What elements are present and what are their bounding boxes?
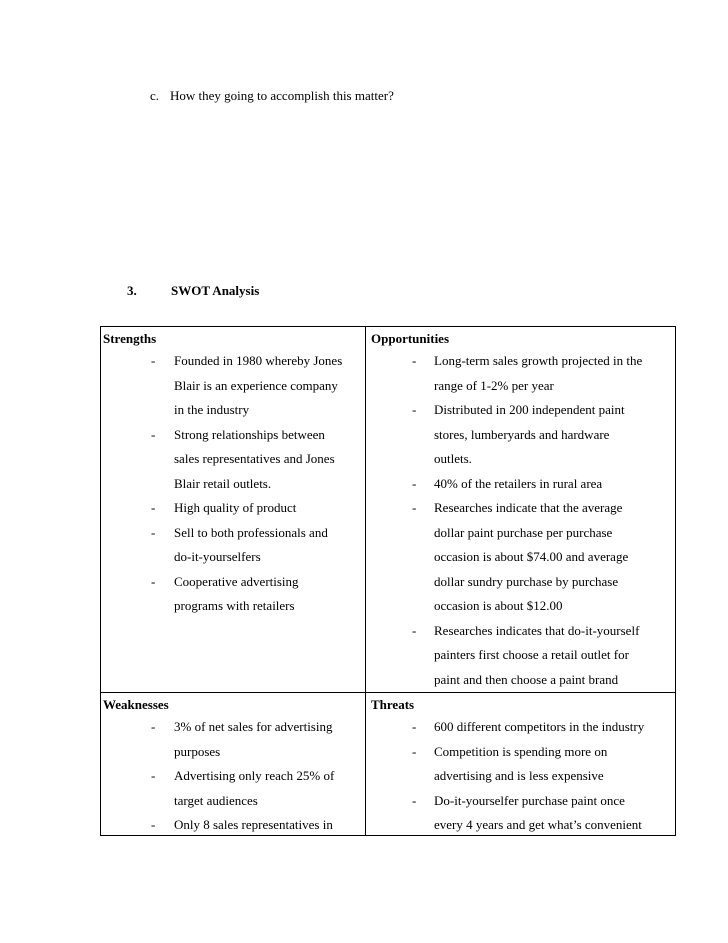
list-item-line: dollar paint purchase per purchase	[434, 524, 613, 540]
list-item	[103, 764, 365, 813]
list-item-line: Blair is an experience company	[174, 377, 338, 393]
list-item-line: occasion is about $12.00	[434, 598, 563, 613]
dash-bullet: -	[151, 500, 156, 515]
strengths-cell	[103, 327, 365, 619]
list-item	[103, 496, 365, 521]
opportunities-cell	[371, 327, 675, 692]
list-item-line: do-it-yourselfers	[174, 549, 261, 564]
list-item	[371, 398, 675, 472]
section-title: SWOT Analysis	[171, 283, 260, 298]
threats-title: Threats	[371, 697, 415, 712]
dash-bullet: -	[412, 622, 417, 638]
list-item-line: Competition is spending more on	[434, 743, 608, 759]
strengths-title: Strengths	[103, 331, 157, 346]
list-item	[371, 789, 675, 838]
list-item-line: Do-it-yourselfer purchase paint once	[434, 792, 625, 808]
list-item-line: Only 8 sales representatives in	[174, 817, 333, 832]
list-item-line: Advertising only reach 25% of	[174, 768, 335, 783]
list-item-line: 600 different competitors in the industry	[434, 719, 645, 734]
list-item-line: Cooperative advertising	[174, 573, 299, 589]
list-item	[371, 472, 675, 497]
question-item-c	[150, 88, 394, 104]
dash-bullet: -	[151, 817, 156, 832]
list-item	[103, 521, 365, 570]
list-item-line: sales representatives and Jones	[174, 451, 335, 466]
opportunities-title: Opportunities	[371, 331, 450, 346]
dash-bullet: -	[412, 353, 417, 368]
question-text: How they going to accomplish this matter?	[170, 88, 394, 103]
list-item	[371, 496, 675, 619]
dash-bullet: -	[151, 573, 156, 589]
list-item-line: Researches indicates that do-it-yourself	[434, 622, 640, 638]
threats-list	[371, 715, 675, 838]
list-item-line: every 4 years and get what’s convenient	[434, 817, 642, 832]
list-item	[371, 715, 675, 740]
list-item	[371, 740, 675, 789]
list-item	[103, 423, 365, 497]
dash-bullet: -	[151, 719, 156, 734]
list-item-line: Researches indicate that the average	[434, 500, 623, 515]
list-item-line: paint and then choose a paint brand	[434, 671, 619, 687]
list-item-line: purposes	[174, 743, 221, 759]
list-item	[103, 813, 365, 838]
opportunities-list	[371, 349, 675, 692]
list-item-line: 40% of the retailers in rural area	[434, 475, 603, 491]
list-item-line: Blair retail outlets.	[174, 475, 272, 491]
threats-cell	[371, 693, 675, 838]
list-item-line: Sell to both professionals and	[174, 524, 328, 540]
dash-bullet: -	[412, 402, 417, 417]
dash-bullet: -	[412, 792, 417, 808]
list-item-line: stores, lumberyards and hardware	[434, 426, 610, 442]
dash-bullet: -	[412, 719, 417, 734]
list-item-line: dollar sundry purchase by purchase	[434, 573, 619, 589]
dash-bullet: -	[151, 426, 156, 442]
weaknesses-list	[103, 715, 365, 838]
dash-bullet: -	[151, 353, 156, 368]
swot-table	[100, 326, 676, 836]
list-item-line: painters first choose a retail outlet for	[434, 647, 629, 662]
list-item	[371, 349, 675, 398]
list-item	[371, 619, 675, 693]
dash-bullet: -	[151, 768, 156, 783]
list-item-line: 3% of net sales for advertising	[174, 719, 333, 734]
list-item	[103, 715, 365, 764]
question-label: c.	[150, 88, 160, 103]
list-item	[103, 570, 365, 619]
list-item-line: Long-term sales growth projected in the	[434, 353, 643, 368]
dash-bullet: -	[412, 743, 417, 759]
section-number: 3.	[127, 283, 137, 298]
list-item-line: in the industry	[174, 402, 250, 417]
dash-bullet: -	[412, 475, 417, 491]
list-item	[103, 349, 365, 423]
list-item-line: Distributed in 200 independent paint	[434, 402, 625, 417]
weaknesses-title: Weaknesses	[103, 697, 169, 712]
column-divider	[365, 327, 366, 835]
list-item-line: Founded in 1980 whereby Jones	[174, 353, 343, 368]
strengths-list	[103, 349, 365, 619]
list-item-line: programs with retailers	[174, 598, 295, 613]
list-item-line: High quality of product	[174, 500, 297, 515]
list-item-line: outlets.	[434, 451, 472, 466]
list-item-line: occasion is about $74.00 and average	[434, 549, 629, 564]
dash-bullet: -	[412, 500, 417, 515]
weaknesses-cell	[103, 693, 365, 838]
list-item-line: Strong relationships between	[174, 426, 325, 442]
list-item-line: advertising and is less expensive	[434, 768, 604, 783]
list-item-line: target audiences	[174, 792, 258, 808]
list-item-line: range of 1-2% per year	[434, 377, 554, 393]
dash-bullet: -	[151, 524, 156, 540]
